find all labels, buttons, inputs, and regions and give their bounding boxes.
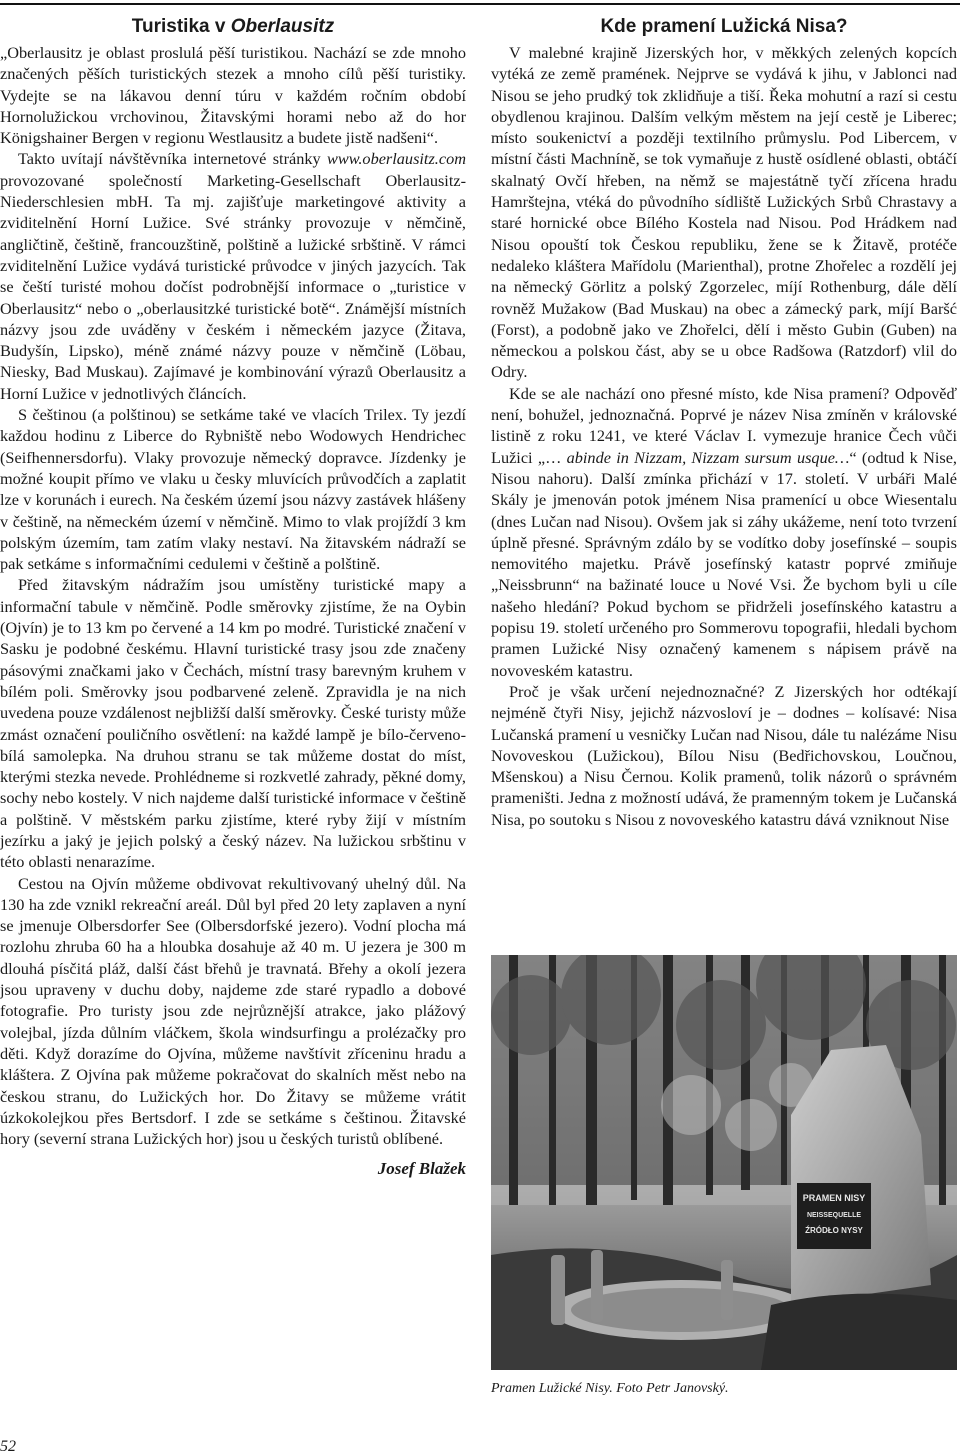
page-number: 52 [0, 1438, 16, 1455]
paragraph-source-b: “ (odtud k Nise, Nisou nahoru). Další zmínka přichází v 17. století. V urbáři Malé Skály je jmenován potok jménem Nisa pramenící u obce Wiesentalu (dnes Lučan nad Nisou). Ovšem jak si záhy ukážeme, není toto tvrzení úplně přesné. Správným zdálo by se vodítko doby josefínské – soupis nemovitého majetku. Právě josefínský katastr poprvé zmiňuje „Neissbrunn“ na bažinaté louce u Nové Vsi. Že bychom byli u cíle našeho hledání? Pokud bychom se přidrželi josefínského katastru a popisu 19. století určeného pro Sommerovu topografii, hledali bychom pramen Lužické Nisy označený kamenem s nápisem právě na novoveském katastru. [491, 447, 958, 680]
article-title-right: Kde pramení Lužická Nisa? [600, 16, 848, 37]
plaque-line-3: ŹRÓDŁO NYSY [805, 1226, 863, 1235]
paragraph-website-a: Takto uvítají návštěvníka internetové stránky [18, 149, 327, 169]
latin-quote: abinde in Nizzam, Nizzam sursum usque… [566, 447, 850, 467]
left-column [0, 8, 466, 1179]
spring-photo [491, 955, 957, 1370]
paragraph-signage: Před žitavským nádražím jsou umístěny turistické mapy a informační tabule v němčině. Podle směrovky zjistíme, že na Oybin (Ojvín) je to 13 km po červené a 14 km po modré. Turistické značení v Sasku je podobné českému. Hlavní turistické trasy jsou zde značeny pásovými značkami jako v Čechách, místní trasy barevným kruhem v bílém poli. Směrovky jsou podbarvené zeleně. Zpravidla je na nich uvedena pouze vzdálenost nejbližší další směrovky. České turisty může zmást označení pouličního osvětlení: na každé lampě je bílo-červeno-bílá samolepka. Na druhou stranu se tak můžeme dostat do míst, kterými stezka nevede. Prohlédneme si rozkvetlé zahrady, pěkné domy, sochy nebo kostely. V nich najdeme další turistické informace v češtině a polštině. V městském parku zjistíme, které ryby žijí v místním jezírku a jaký je jejich polský a český název. Na lužickou srbštinu v této oblasti nenarazíme. [0, 575, 466, 872]
author-byline: Josef Blažek [377, 1159, 466, 1179]
paragraph-river-course: V malebné krajině Jizerských hor, v měkkých zelených kopcích vytéká ze země pramének. Nejprve se vydává k jihu, v Jablonci nad Nisou se jeho prudký tok zklidňuje a tiší. Řeka mohutní a razí si cestu obydlenou krajinou. Dalším velkým městem na její cestě je Liberec; místo soukenictví a později textilního průmyslu. Pod Libercem, v místní části Machníně, se tok vymaňuje z hustě osídlené oblasti, obtáčí skalnatý Ovčí hřeben, na němž se majestátně tyčí zřícena hradu Hamrštejna, vtéká do původního sídliště Lužických Srbů Chrastavy a staré hornické obce Bílého Kostela nad Nisou. Pod Hrádkem nad Nisou opouští tok Českou republiku, žene se k Žitavě, protéče nedaleko kláštera Mařídolu (Marienthal), protne Zhořelec a rozdělí jej na německý Görlitz a polský Zgorzelec, míjí Rothenburg, dále dělí rovněž Mužakow (Bad Muskau) na obec a zámecký park, míjí Baršć (Forst), a podobně jako ve Zhořelci, dělí i město Gubin (Guben) na německou a polskou část, aby se u obce Radšowa (Ratzdorf) vlil do Odry. [491, 43, 957, 382]
top-rule [0, 3, 960, 5]
paragraph-intro: „Oberlausitz je oblast proslulá pěší turistikou. Nachází se zde mnoho značených pěších turistických stezek a mnoho cílů pěší turistiky. Vydejte se na lákavou denní túru v každém ročním období Hornolužickou vrchovinou, Žitavskými horami nebo až do hor Königshainer Bergen v regionu Westlausitz a budete jistě nadšeni“. [0, 43, 466, 148]
website-url: www.oberlausitz.com [326, 149, 466, 169]
right-column [491, 8, 957, 830]
photo-caption: Pramen Lužické Nisy. Foto Petr Janovský. [491, 1381, 729, 1396]
spring-photo-illustration [491, 955, 957, 1370]
paragraph-source-a: Kde se ale nachází ono přesné místo, kde Nisa pramení? Odpověď není, bohužel, jednoznačná. Poprvé je název Nisa zmíněn v královské listině z roku 1241, ve které Václav I. vymezuje hranice Čech vůči Lužici „… [491, 383, 957, 467]
paragraph-website [0, 148, 466, 404]
plaque-line-1: PRAMEN NISY [802, 1193, 866, 1203]
plaque-line-2: NEISSEQUELLE [806, 1212, 862, 1219]
article-title-left [0, 14, 466, 40]
paragraph-website-b: provozované společností Marketing-Gesellschaft Oberlausitz-Niederschlesien mbH. Ta mj. zajišťuje marketingové aktivity a zviditelnění Horní Lužice. Své stránky provozuje v němčině, angličtině, češtině, francouzštině, polštině a lužické srbštině. V rámci zviditelnění Lužice vydává turistické průvodce v jiných jazycích. Tak se čeští turisté mohou dočíst podrobnější informace o „turistice v Oberlausitz“ nebo o „oberlausitzké turistické botě“. Známější místních názvy jsou zde uváděny v českém i německém jazyce (Žitava, Budyšín, Lipsko), méně známé názvy pouze v němčině (Löbau, Niesky, Bad Muskau). Zajímavé je kombinování výrazů Oberlausitz a Horní Lužice v jednotlivých článcích. [0, 170, 466, 403]
title-prefix: Turistika v [131, 16, 231, 37]
paragraph-trains: S češtinou (a polštinou) se setkáme také ve vlacích Trilex. Ty jezdí každou hodinu z Liberce do Rybniště nebo Wodowych Hendrichec (Seifhennersdorfu). Vlaky provozuje německý dopravce. Jízdenky je možné koupit přímo ve vlaku u česky mluvících průvodčích a zaplatit lze v korunách i eurech. Na českém území jsou názvy zastávek hlášeny v češtině, na německém území v němčině. Mimo to vlak projíždí 3 km polským územím, tam zatím vlaky nestaví. Na žitavském nádraží se pak setkáme s informačními cedulemi v češtině a polštině. [0, 405, 466, 574]
paragraph-source-history [491, 383, 957, 681]
paragraph-four-nisas: Proč je však určení nejednoznačné? Z Jizerských hor odtékají nejméně čtyři Nisy, jejichž názvosloví je – dodnes – kolísavé: Nisa Lučanská pramení u vesničky Lučan nad Nisou, dále tu nalézáme Nisu Novoveskou (Lužickou), Bílou Nisu (Bedřichovskou, Loučnou, Mšenskou) a Nisu Černou. Kolik pramenů, tolik názorů o správném prameništi. Jedna z možností udává, že pramenným tokem je Lučanská Nisa, po soutoku s Nisou z novoveského katastru dává vzniknout Nise [491, 681, 957, 829]
title-emphasis: Oberlausitz [230, 16, 335, 37]
paragraph-lake: Cestou na Ojvín můžeme obdivovat rekultivovaný uhelný důl. Na 130 ha zde vznikl rekreační areál. Důl byl před 20 lety zaplaven a nyní se jmenuje Olbersdorfer See (Olbersdorfské jezero). Vodní plocha má rozlohu zhruba 60 ha a hloubka dosahuje až 40 m. U jezera je 300 m dlouhá písčitá pláž, další část břehů je travnatá. Břehy a okolí jezera jsou upraveny v duchu doby, najdeme zde staré rypadlo a dobové fotografie. Pro turisty jsou zde nejrůznější atrakce, jako plážový volejbal, jízda důlním vláčkem, škola windsurfingu a prolézačky pro děti. Když dorazíme do Ojvína, můžeme navštívit zříceninu hradu a kláštera. Z Ojvína pak můžeme pokračovat do skalních měst nebo na českou stranu, do Lužických hor. Do Žitavy se můžeme vrátit úzkokolejkou přes Bertsdorf. I zde se setkáme s češtinou. Žitavské hory (severní strana Lužických hor) jsou u českých turistů oblíbené. [0, 873, 466, 1149]
